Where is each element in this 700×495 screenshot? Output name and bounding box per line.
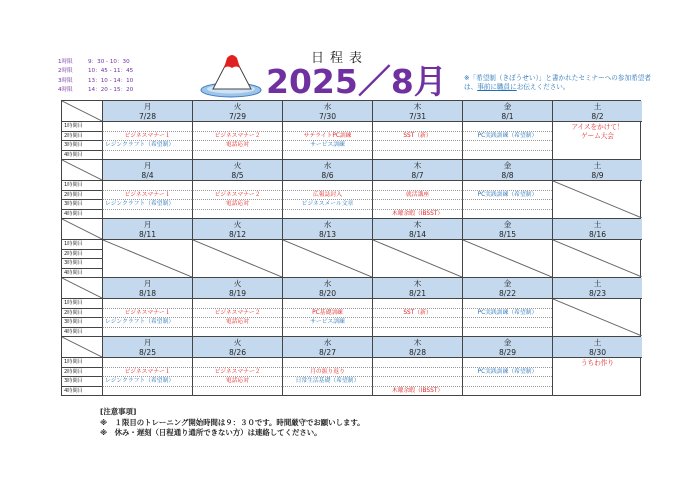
weekday-label: 月 (143, 279, 152, 288)
schedule-cell (372, 121, 462, 131)
weekday-label: 土 (593, 279, 602, 288)
schedule-cell: 日常生活基礎（希望制） (282, 376, 372, 386)
schedule-cell: 木曜余暇（IBSST） (372, 209, 462, 219)
period-time: 13：10 - 14：10 (88, 77, 134, 84)
day-header (192, 337, 282, 357)
period-label: 3時間目 (62, 199, 102, 209)
period-label: 2時間目 (62, 308, 102, 318)
period-time: 14：20 - 15：20 (88, 86, 134, 93)
period-name: 3時限 (58, 77, 73, 84)
schedule-cell: 電話応対 (192, 376, 282, 386)
closed-day-cell (192, 239, 282, 277)
day-header (372, 219, 462, 239)
period-label: 2時間目 (62, 367, 102, 377)
weekday-label: 金 (503, 220, 512, 229)
date-label: 8/29 (498, 347, 517, 357)
closed-day-cell (372, 239, 462, 277)
notes-line: ※ 休み・遅刻（日程通り通所できない方）は連絡してください。 (100, 428, 322, 437)
schedule-cell (102, 327, 192, 337)
schedule-cell: PC実践訓練（希望制） (462, 367, 552, 377)
schedule-cell: 木曜余暇（IBSST） (372, 386, 462, 396)
schedule-cell (282, 327, 372, 337)
notice-underline: 事前に職員に (477, 83, 517, 91)
period-time: 10：45 - 11：45 (88, 68, 134, 75)
weekday-label: 金 (503, 161, 512, 170)
schedule-cell (372, 327, 462, 337)
day-header (102, 278, 192, 298)
period-label: 1時間目 (62, 180, 102, 190)
date-label: 8/13 (318, 229, 337, 239)
corner-cell (62, 278, 102, 298)
date-label: 7/29 (228, 111, 247, 121)
schedule-cell: レジンクラフト（希望制） (102, 376, 192, 386)
date-label: 8/26 (228, 347, 247, 357)
schedule-cell: ビジネスマナー１ (102, 308, 192, 318)
schedule-cell: SST（新） (372, 308, 462, 318)
period-name: 2時限 (58, 68, 73, 75)
week-block (62, 101, 640, 159)
day-header (282, 278, 372, 298)
day-header (192, 219, 282, 239)
closed-day-cell (282, 239, 372, 277)
weekday-label: 木 (413, 102, 422, 111)
schedule-cell (282, 298, 372, 308)
day-header (282, 337, 372, 357)
schedule-cell (282, 357, 372, 367)
date-label: 8/18 (138, 288, 157, 298)
schedule-cell (462, 376, 552, 386)
date-label: 8/8 (501, 170, 514, 180)
schedule-label: 日程表 (311, 51, 369, 66)
schedule-cell (192, 386, 282, 396)
weekday-label: 金 (503, 102, 512, 111)
date-label: 8/6 (321, 170, 334, 180)
week-block (62, 277, 640, 336)
day-header (462, 219, 552, 239)
schedule-cell: 広報誌封入 (282, 190, 372, 200)
day-header (462, 337, 552, 357)
date-label: 8/16 (588, 229, 607, 239)
day-header (552, 160, 642, 180)
schedule-cell: ビジネスマナー２ (192, 367, 282, 377)
weekday-label: 月 (143, 220, 152, 229)
schedule-cell: ビジネスマナー２ (192, 131, 282, 141)
mountain-logo-icon (193, 48, 273, 100)
date-label: 7/28 (138, 111, 157, 121)
schedule-cell: ビジネスマナー１ (102, 367, 192, 377)
schedule-cell (102, 209, 192, 219)
day-header (192, 278, 282, 298)
schedule-cell (282, 180, 372, 190)
schedule-cell: 月の振り返り (282, 367, 372, 377)
period-label: 4時間目 (62, 209, 102, 219)
schedule-cell (102, 357, 192, 367)
date-label: 8/2 (591, 111, 604, 121)
notes-heading: [注意事項] (100, 407, 137, 416)
period-label: 3時間目 (62, 376, 102, 386)
schedule-cell: ビジネスマナー２ (192, 190, 282, 200)
weekday-label: 木 (413, 338, 422, 347)
schedule-cell (372, 357, 462, 367)
period-name: 1時限 (58, 59, 73, 65)
schedule-cell (282, 386, 372, 396)
day-header (372, 337, 462, 357)
corner-cell (62, 219, 102, 239)
schedule-cell (372, 367, 462, 377)
period-label: 1時間目 (62, 121, 102, 131)
schedule-cell (102, 386, 192, 396)
schedule-cell: PC実践訓練（希望制） (462, 308, 552, 318)
schedule-cell (462, 357, 552, 367)
date-label: 8/15 (498, 229, 517, 239)
schedule-cell: PC実践訓練（希望制） (462, 131, 552, 141)
schedule-cell (462, 327, 552, 337)
closed-day-cell (552, 298, 642, 336)
day-header (372, 101, 462, 121)
period-label: 2時間目 (62, 131, 102, 141)
schedule-cell (102, 180, 192, 190)
weekday-label: 火 (233, 161, 242, 170)
period-label: 2時間目 (62, 190, 102, 200)
period-label: 4時間目 (62, 386, 102, 396)
schedule-cell (462, 121, 552, 131)
schedule-cell: PC実践訓練（希望制） (462, 190, 552, 200)
day-header (462, 278, 552, 298)
schedule-cell (372, 317, 462, 327)
date-label: 8/12 (228, 229, 247, 239)
weekday-label: 土 (593, 338, 602, 347)
date-label: 8/22 (498, 288, 517, 298)
schedule-cell (282, 209, 372, 219)
day-header (282, 219, 372, 239)
schedule-cell: ビジネスメール文章 (282, 199, 372, 209)
schedule-cell (192, 357, 282, 367)
corner-cell (62, 160, 102, 180)
notice-prefix: ※「希望制（きぼうせい）」と書かれたセミナーへの参加希望者は、 (464, 74, 651, 91)
date-label: 8/25 (138, 347, 157, 357)
weekday-label: 土 (593, 102, 602, 111)
date-label: 8/11 (138, 229, 157, 239)
notice-text (464, 74, 664, 92)
closed-day-cell (462, 239, 552, 277)
schedule-cell: 電話応対 (192, 317, 282, 327)
schedule-cell: PC基礎訓練 (282, 308, 372, 318)
schedule-cell (102, 150, 192, 160)
schedule-cell: サテライトPC訓練 (282, 131, 372, 141)
weekday-label: 火 (233, 338, 242, 347)
period-label: 3時間目 (62, 140, 102, 150)
period-label: 1時間目 (62, 298, 102, 308)
period-label: 2時間目 (62, 249, 102, 259)
weekday-label: 木 (413, 279, 422, 288)
period-times (58, 58, 133, 95)
date-label: 8/9 (591, 170, 604, 180)
notes-line: ※ １限目のトレーニング開始時間は９：３０です。時間厳守でお願いします。 (100, 417, 365, 427)
calendar-table (61, 100, 641, 396)
weekday-label: 火 (233, 279, 242, 288)
schedule-cell: ビジネスマナー１ (102, 131, 192, 141)
day-header (552, 101, 642, 121)
date-label: 8/27 (318, 347, 337, 357)
period-row (58, 77, 133, 86)
period-label: 3時間目 (62, 317, 102, 327)
date-label: 8/1 (501, 111, 514, 121)
weekday-label: 水 (323, 161, 332, 170)
weekday-label: 火 (233, 102, 242, 111)
notes-section (100, 407, 365, 439)
schedule-cell (372, 180, 462, 190)
schedule-cell (282, 121, 372, 131)
date-label: 8/28 (408, 347, 427, 357)
period-row (58, 58, 133, 67)
week-block (62, 159, 640, 218)
period-label: 1時間目 (62, 239, 102, 249)
weekday-label: 月 (143, 102, 152, 111)
schedule-cell (192, 298, 282, 308)
weekday-label: 金 (503, 338, 512, 347)
week-block (62, 218, 640, 277)
day-header (102, 160, 192, 180)
period-time: 9：30 - 10：30 (88, 59, 130, 65)
schedule-cell: サービス訓練 (282, 140, 372, 150)
period-label: 1時間目 (62, 357, 102, 367)
day-header (552, 337, 642, 357)
schedule-cell (192, 150, 282, 160)
schedule-cell (462, 150, 552, 160)
schedule-cell (462, 199, 552, 209)
weekday-label: 月 (143, 338, 152, 347)
saturday-event: うちわ作り (552, 357, 642, 395)
weekday-label: 水 (323, 279, 332, 288)
schedule-cell: サービス訓練 (282, 317, 372, 327)
weekday-label: 木 (413, 220, 422, 229)
month-title: 2025／8月 (266, 62, 447, 101)
schedule-cell: ビジネスマナー１ (102, 190, 192, 200)
day-header (372, 278, 462, 298)
schedule-cell: SST（新） (372, 131, 462, 141)
corner-cell (62, 101, 102, 121)
day-header (282, 101, 372, 121)
schedule-cell (462, 317, 552, 327)
day-header (282, 160, 372, 180)
day-header (552, 278, 642, 298)
weekday-label: 土 (593, 161, 602, 170)
schedule-cell: 就活講座 (372, 190, 462, 200)
schedule-cell: レジンクラフト（希望制） (102, 199, 192, 209)
period-label: 4時間目 (62, 268, 102, 278)
saturday-event: アイスをかけて！ ゲーム大会 (552, 121, 642, 159)
schedule-cell: レジンクラフト（希望制） (102, 317, 192, 327)
schedule-cell (372, 298, 462, 308)
schedule-cell (192, 209, 282, 219)
schedule-cell: レジンクラフト（希望制） (102, 140, 192, 150)
date-label: 7/30 (318, 111, 337, 121)
weekday-label: 木 (413, 161, 422, 170)
weekday-label: 土 (593, 220, 602, 229)
day-header (102, 337, 192, 357)
schedule-cell (462, 140, 552, 150)
day-header (462, 160, 552, 180)
day-header (192, 160, 282, 180)
period-label: 4時間目 (62, 327, 102, 337)
period-label: 3時間目 (62, 258, 102, 268)
corner-cell (62, 337, 102, 357)
schedule-cell (102, 121, 192, 131)
period-row (58, 67, 133, 76)
period-label: 4時間目 (62, 150, 102, 160)
date-label: 8/23 (588, 288, 607, 298)
weekday-label: 水 (323, 338, 332, 347)
date-label: 8/4 (141, 170, 154, 180)
date-label: 8/30 (588, 347, 607, 357)
schedule-cell (372, 199, 462, 209)
schedule-cell (372, 150, 462, 160)
schedule-cell (462, 209, 552, 219)
schedule-cell: ビジネスマナー２ (192, 308, 282, 318)
schedule-cell (462, 298, 552, 308)
closed-day-cell (552, 180, 642, 218)
schedule-cell (372, 140, 462, 150)
date-label: 8/21 (408, 288, 427, 298)
schedule-cell (462, 180, 552, 190)
week-block (62, 336, 640, 395)
weekday-label: 火 (233, 220, 242, 229)
schedule-cell (372, 376, 462, 386)
schedule-cell (192, 121, 282, 131)
day-header (192, 101, 282, 121)
schedule-cell (462, 386, 552, 396)
weekday-label: 月 (143, 161, 152, 170)
date-label: 8/19 (228, 288, 247, 298)
schedule-cell: 電話応対 (192, 140, 282, 150)
schedule-cell (192, 180, 282, 190)
weekday-label: 水 (323, 102, 332, 111)
day-header (552, 219, 642, 239)
weekday-label: 金 (503, 279, 512, 288)
date-label: 7/31 (408, 111, 427, 121)
date-label: 8/5 (231, 170, 244, 180)
date-label: 8/7 (411, 170, 424, 180)
schedule-cell (282, 150, 372, 160)
notice-suffix: お伝えください。 (516, 83, 570, 91)
day-header (102, 101, 192, 121)
schedule-cell (102, 298, 192, 308)
period-name: 4時限 (58, 86, 73, 93)
day-header (102, 219, 192, 239)
day-header (462, 101, 552, 121)
date-label: 8/14 (408, 229, 427, 239)
day-header (372, 160, 462, 180)
closed-day-cell (102, 239, 192, 277)
period-row (58, 86, 133, 95)
schedule-cell: 電話応対 (192, 199, 282, 209)
date-label: 8/20 (318, 288, 337, 298)
schedule-cell (192, 327, 282, 337)
closed-day-cell (552, 239, 642, 277)
weekday-label: 水 (323, 220, 332, 229)
